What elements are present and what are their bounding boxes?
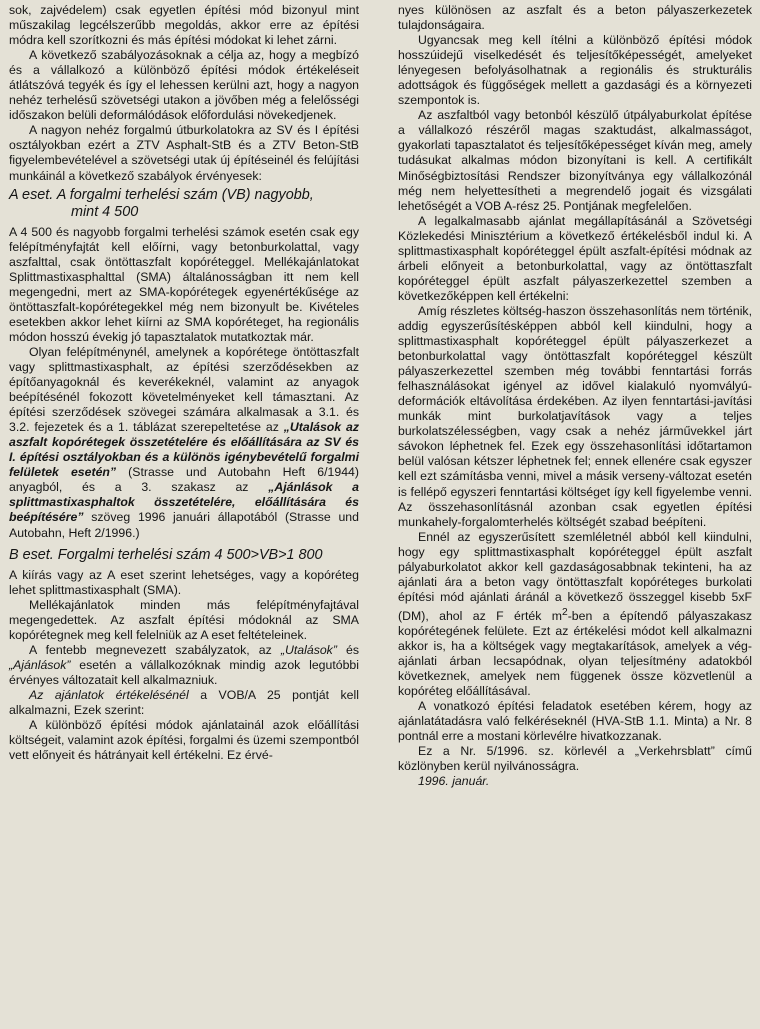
date-line: 1996. január.	[418, 774, 490, 789]
heading-line: mint 4 500	[71, 203, 139, 220]
heading-line: A eset. A forgalmi terhelési szám (VB) nagyobb,	[9, 186, 314, 203]
text-run: Olyan felépítménynél, amelynek a kopórétege öntöttaszfalt vagy splittmastixasphalt, az építési szerződésekben az építőanyagoknál és keverékeknél, valamint az anyagok beépítésénél fokozott követelményeket kell támasztani. Az építési szerződések szövegei számára alkalmasak a 3.1. és 3.2. fejezetek és a 1. táblázat szerepeltetése az	[9, 344, 359, 435]
paragraph: Ez a Nr. 5/1996. sz. körlevél a „Verkehrsblatt” című közlönyben kerül nyilvánosságra.	[398, 744, 752, 774]
emphasis-text: Az ajánlatok értékelésénél	[29, 687, 189, 702]
paragraph: A 4 500 és nagyobb forgalmi terhelési számok esetén csak egy felépítményfajtát kell előírni, vagy betonburkolattal, vagy aszfalttal, csak öntöttaszfalt kopóréteggel. Mellékajánlatokat Splittmastixasphalttal (SMA) általánosságban itt nem kell megengedni, mert az SMA-kopórétegek egyenértékűsége az öntöttaszfalt-kopórétegekkel még nem bizonyult be. Kivételes esetekben akkor lehet kiírni az SMA kopóréteget, ha regionális módon hosszú évekig jó tapasztalatok mutatkoztak már.	[9, 224, 359, 344]
text-run: (Strasse und Autobahn Heft 6/1944) anyagból, és a 3. szakasz az	[9, 465, 359, 495]
paragraph: sok, zajvédelem) csak egyetlen építési mód bizonyul mint műszakilag legcélszerűbb megoldás, akkor erre az építési módra kell szorítkozni és más építési módokat ki lehet zárni.	[9, 3, 359, 48]
emphasis-text: „Utalások az aszfalt kopórétegek összetételére és előállítására az SV és I. építési osztályokban és a különös igénybevételű forgalmi felületek esetén”	[9, 420, 359, 480]
paragraph: Az aszfaltból vagy betonból készülő útpályaburkolat építése a vállalkozó részéről magas szaktudást, alkalmasságot, gyakorlati tapasztalatot és teljesítőképességet kíván meg, amely tudásukat alkalmas módon bizonyítani is kell. A certifikált Minőségbiztosítási Rendszer bizonyítványa egy vállalkozónál még nem helyettesítheti a megrendelő jogait és vizsgálati lehetőségét a VOB A-rész 25. Pontjának megfelelően.	[398, 108, 752, 213]
text-run: Ennél az egyszerűsített szemléletnél abból kell kiindulni, hogy egy splittmastixasphalt kopóréteggel épült aszfalt pályaburkolatot akkor kell gazdaságosabbnak tekinteni, ha az ajánlati ára a beton vagy öntöttaszfalt kopóréteges burkolati építési mód ajánlati áránál a következő összeggel kisebb 5xF (DM), ahol az F érték m	[398, 529, 752, 623]
right-column	[398, 3, 752, 790]
section-heading-a	[9, 187, 359, 221]
left-column	[9, 3, 359, 763]
paragraph: Ugyancsak meg kell ítélni a különböző építési módok hosszúidejű viselkedését és teljesítőképességét, amelyeket lényegesen befolyásolhatnak a regionális és strukturális adottságok és függőségek mellett a gazdasági és a környezeti szempontok is.	[398, 33, 752, 108]
paragraph: A különböző építési módok ajánlatainál azok előállítási költségeit, valamint azok építési, forgalmi és üzemi szempontból vett előnyeit és hátrányait kell értékelni. Ez érvé-	[9, 718, 359, 763]
paragraph	[9, 688, 359, 718]
text-run: -ben a építendő pályaszakasz kopórétegének felülete. Ezt az értékelési módot kell alkalmazni akkor is, ha a költségek vagy megtakarítások, amelyek a vég-ajánlati árban lecsapódnak, olyan teljesítmény adatokból következnek, amelyek nem függenek össze közvetlenül a kopóréteg előállításával.	[398, 608, 752, 699]
text-run: a VOB/A 25 pontját kell alkalmazni, Ezek szerint:	[9, 687, 359, 717]
section-heading-b: B eset. Forgalmi terhelési szám 4 500>VB>1 800	[9, 546, 323, 563]
paragraph	[9, 345, 359, 541]
paragraph: A legalkalmasabb ajánlat megállapításánál a Szövetségi Közlekedési Minisztérium a következő értékelésből indul ki. A splittmastixasphalt kopóréteggel épült aszfalt-építési módnak az árbeli előnyeit a betonburkolattal, vagy az öntöttaszfalt kopóréteggel épült aszfalt pályaszerkezettel szemben a következőképpen kell értékelni:	[398, 213, 752, 303]
emphasis-text: „Ajánlások a splittmastixasphaltok összetételére, előállítására és beépítésére”	[9, 480, 359, 525]
paragraph	[398, 530, 752, 700]
paragraph: A vonatkozó építési feladatok esetében kérem, hogy az ajánlatátadásra való felkéréseknél (HVA-StB 1.1. Minta) a Nr. 8 pontnál erre a mostani körlevélre hivatkozzanak.	[398, 699, 752, 744]
emphasis-text: „Ajánlások”	[9, 657, 71, 672]
paragraph: A kiírás vagy az A eset szerint lehetséges, vagy a kopóréteg lehet splittmastixasphalt (SMA).	[9, 567, 359, 597]
paragraph: nyes különösen az aszfalt és a beton pályaszerkezetek tulajdonságaira.	[398, 3, 752, 33]
paragraph: A következő szabályozásoknak a célja az, hogy a megbízó és a vállalkozó a különböző építési módok értékeléseit átlátszóvá tegyék és így el lehessen kerülni azt, hogy a nagyon nehéz terhelésű szövetségi utakon a jövőben még a felelősségi időszakon belüli deformálódások előfordulási növekedjenek.	[9, 48, 359, 123]
paragraph: Amíg részletes költség-haszon összehasonlítás nem történik, addig egyszerűsítésképpen abból kell kiindulni, hogy a splittmastixasphalt kopóréteggel épült pályaszerkezet a betonburkolattal vagy öntöttaszfalt kopóréteggel készült pályaszerkezettel szemben még további fenntartási forrás felhasználásokat igényel az idővel kialakuló nyomvályú-deformációk eltávolítása érdekében. Az ilyen fenntartási-javítási munkák mint burkolatjavítások vagy a teljes burkolatszélességben, vagy csak a nehéz járművekkel járt sávokon léphetnek fel. Ezek egy összehasonlítási időtartamon belül valósan kétszer léphetnek fel; ennek ellenére csak egyszer kell ezt számításba venni, mivel a másik verseny-változat esetén is fellépő egyszeri fenntartási költséget így kell figyelembe venni. Az összehasonlításnál azonban csak egyetlen építési munkahely-forgalomterhelés költségét szabad beépíteni.	[398, 303, 752, 529]
text-run: és	[336, 642, 360, 657]
emphasis-text: „Utalások”	[280, 642, 337, 657]
text-run: esetén a vállalkozóknak mindig azok legutóbbi érvényes változatait kell alkalmazniuk.	[9, 657, 359, 687]
superscript: 2	[562, 606, 568, 618]
paragraph: A nagyon nehéz forgalmú útburkolatokra az SV és I építési osztályokban ezért a ZTV Asphalt-StB és a ZTV Beton-StB figyelembevételével a szövetségi utak új építéseinél és felújítási munkáinál a következő szabályok érvényesek:	[9, 123, 359, 183]
paragraph	[9, 643, 359, 688]
paragraph: Mellékajánlatok minden más felépítményfajtával megengedettek. Az aszfalt építési módoknál az SMA kopórétegnek meg kell felelniük az A eset feltételeinek.	[9, 597, 359, 642]
text-run: A fentebb megnevezett szabályzatok, az	[29, 642, 281, 657]
text-run: szöveg 1996 januári állapotából (Strasse und Autobahn, Heft 2/1996.)	[9, 510, 359, 540]
